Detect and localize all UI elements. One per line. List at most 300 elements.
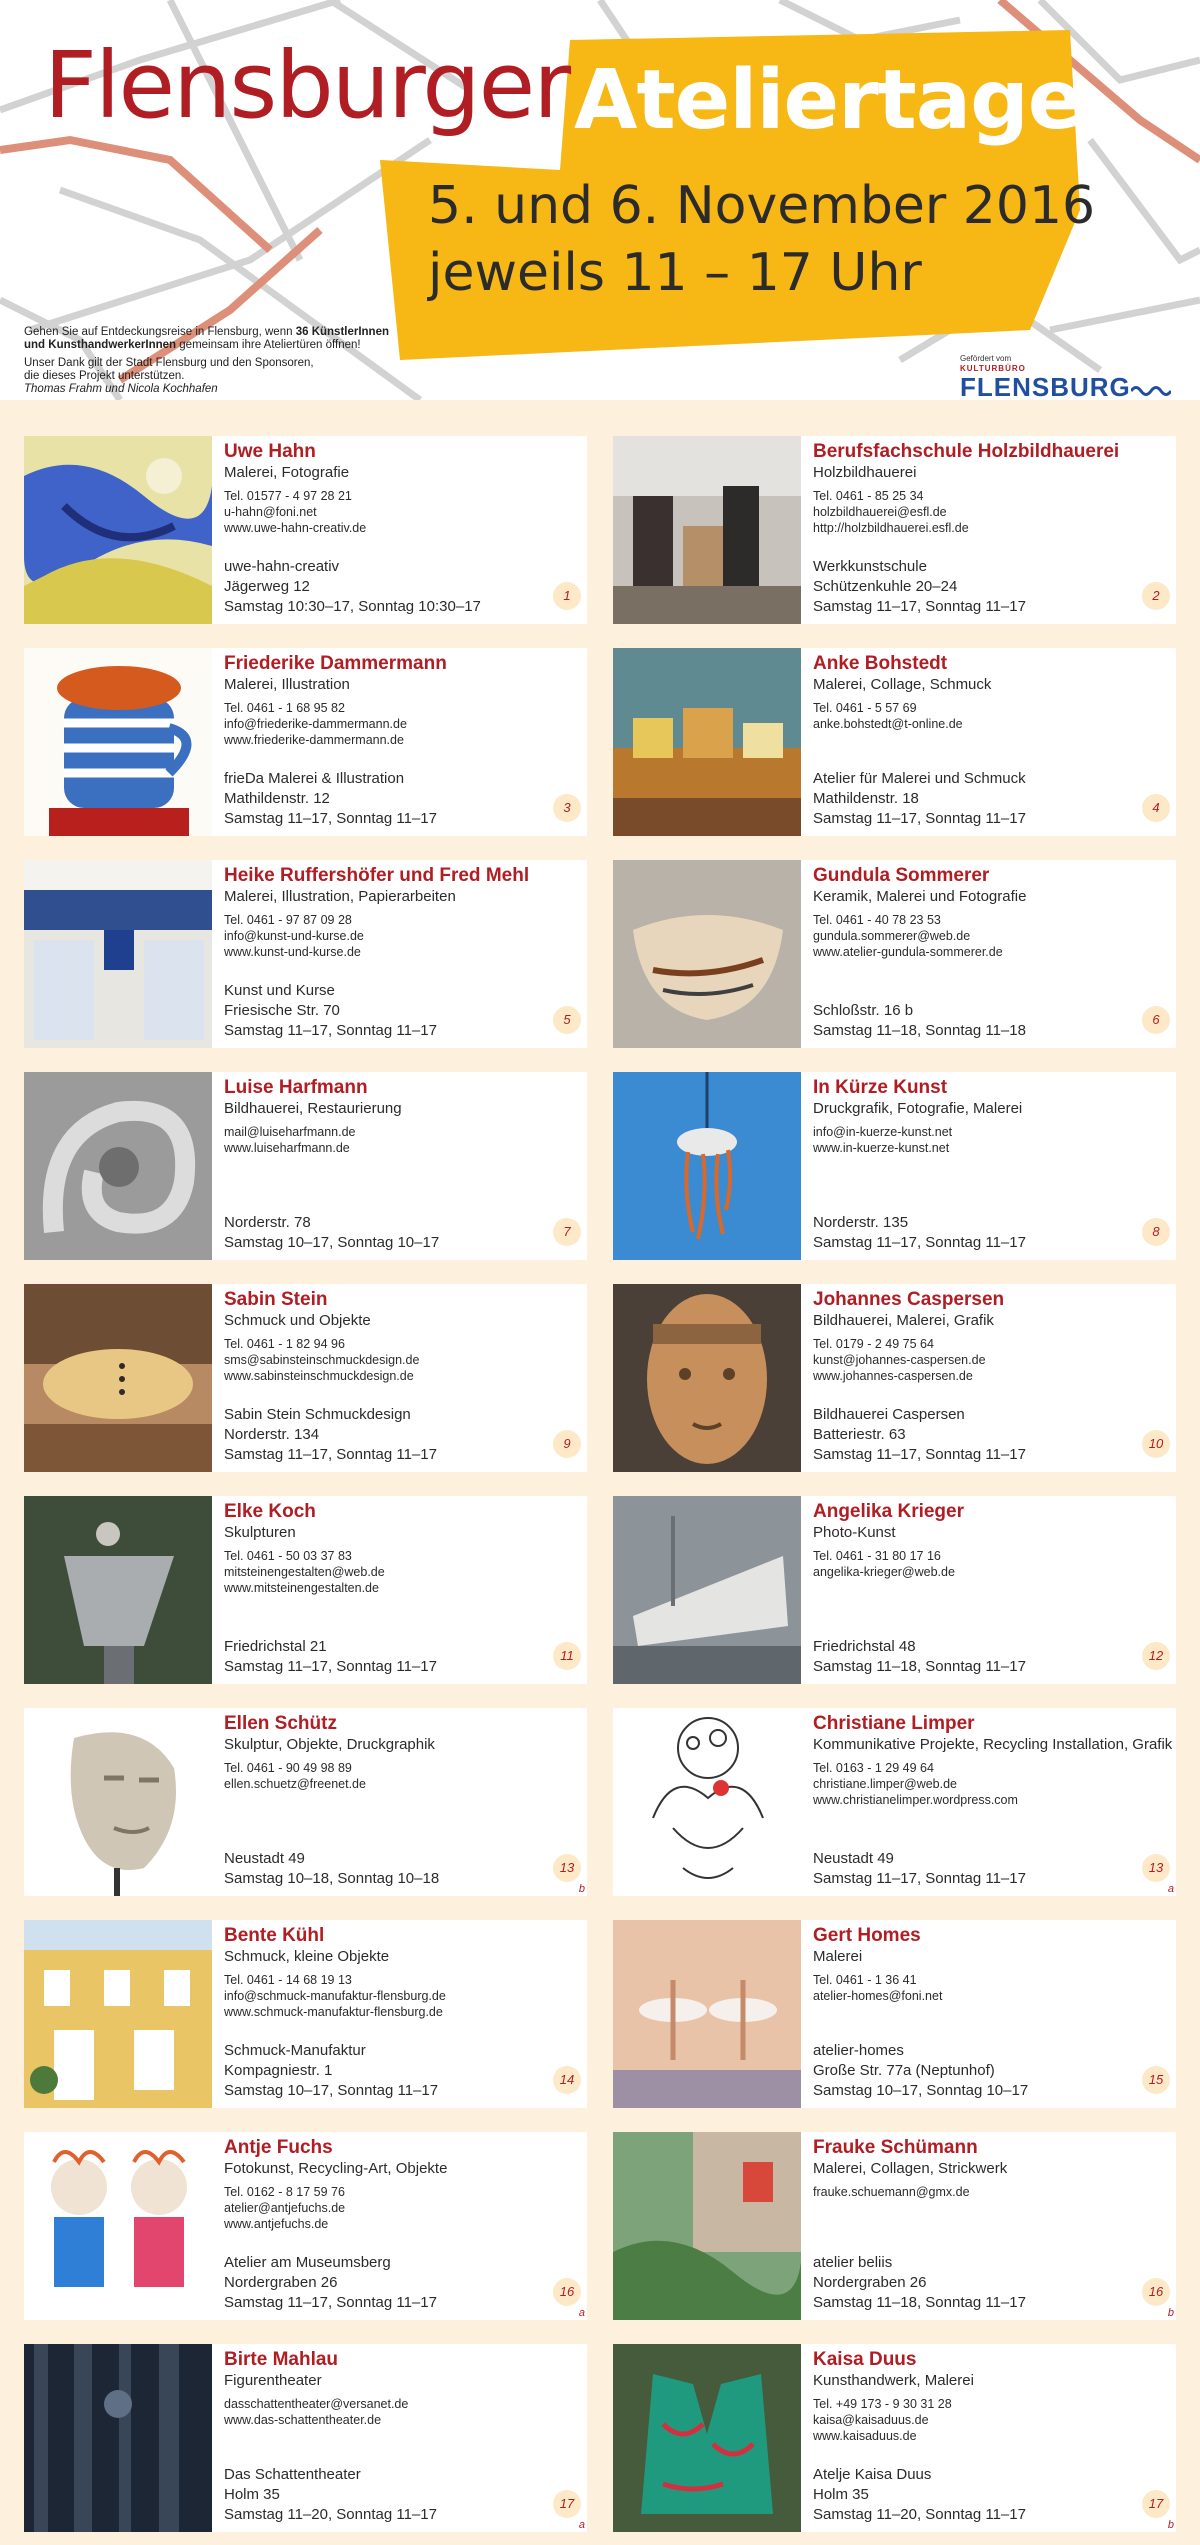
location-number-badge	[1142, 582, 1170, 610]
email-link[interactable]: mail@luiseharfmann.de	[224, 1125, 356, 1139]
address-line: frieDa Malerei & Illustration	[224, 770, 405, 787]
contact-block	[224, 1760, 584, 1792]
contact-block	[813, 2184, 1173, 2200]
studio-card	[613, 1284, 1176, 1472]
contact-block	[813, 700, 1173, 732]
title-flensburger: Flensburger	[44, 32, 570, 139]
yellow-house-image	[24, 1920, 212, 2108]
studio-info	[224, 2349, 584, 2529]
phone-number: Tel. 0461 - 97 87 09 28	[224, 913, 352, 927]
website-link[interactable]: http://holzbildhauerei.esfl.de	[813, 521, 969, 535]
studio-info	[224, 1289, 584, 1469]
hanging-jellyfish-sculpture-image	[613, 1072, 801, 1260]
studio-info	[813, 653, 1173, 833]
email-link[interactable]: atelier-homes@foni.net	[813, 1989, 943, 2003]
location-number: 14	[559, 2072, 575, 2087]
studio-photo	[24, 2344, 212, 2532]
email-link[interactable]: ellen.schuetz@freenet.de	[224, 1777, 366, 1791]
address-block	[224, 769, 437, 829]
email-link[interactable]: christiane.limper@web.de	[813, 1777, 958, 1791]
studio-card	[613, 1072, 1176, 1260]
location-number-badge	[553, 1006, 581, 1034]
contact-block	[224, 1336, 584, 1384]
address-line: uwe-hahn-creativ	[224, 558, 340, 575]
studio-photo	[24, 648, 212, 836]
artist-name: Heike Ruffershöfer und Fred Mehl	[224, 865, 530, 886]
address-line: Kunst und Kurse	[224, 982, 335, 999]
address-block	[813, 1001, 1026, 1041]
artist-name: Birte Mahlau	[224, 2349, 339, 2370]
artist-discipline: Malerei	[813, 1948, 863, 1965]
email-link[interactable]: frauke.schuemann@gmx.de	[813, 2185, 970, 2199]
artist-name: In Kürze Kunst	[813, 1077, 948, 1098]
phone-number: Tel. 0461 - 50 03 37 83	[224, 1549, 352, 1563]
event-time: jeweils 11 – 17 Uhr	[428, 243, 922, 303]
address-block	[813, 2465, 1026, 2525]
address-line: Werkkunstschule	[813, 558, 927, 575]
abstract-painting-blue-yellow-image	[24, 436, 212, 624]
location-number: 13	[1148, 1860, 1164, 1875]
studio-info	[813, 2137, 1173, 2317]
location-number-badge	[1142, 2066, 1170, 2094]
contact-block	[813, 1760, 1173, 1808]
artist-discipline: Malerei, Fotografie	[224, 464, 350, 481]
intro-text-1d: gemeinsam ihre Ateliertüren öffnen!	[176, 339, 361, 351]
phone-number: Tel. 0461 - 40 78 23 53	[813, 913, 941, 927]
studio-info	[224, 2137, 584, 2317]
email-link[interactable]: angelika-krieger@web.de	[813, 1565, 955, 1579]
studio-photo	[24, 2132, 212, 2320]
opening-hours: Samstag 11–17, Sonntag 11–17	[813, 810, 1026, 827]
address-line: Kompagniestr. 1	[224, 2062, 333, 2079]
studio-info	[813, 2349, 1173, 2529]
green-collage-image	[613, 2132, 801, 2320]
phone-number: Tel. 0461 - 14 68 19 13	[224, 1973, 352, 1987]
address-line: Große Str. 77a (Neptunhof)	[813, 2062, 995, 2079]
website-link[interactable]: www.kaisaduus.de	[813, 2429, 917, 2443]
studio-info	[224, 441, 584, 621]
address-line: Norderstr. 135	[813, 1214, 909, 1231]
studio-photo	[613, 1072, 801, 1260]
website-link[interactable]: www.friederike-dammermann.de	[224, 733, 404, 747]
village-painting-image	[613, 648, 801, 836]
sponsor-note: Gefördert vom	[960, 354, 1012, 363]
contact-block	[813, 488, 1173, 536]
studio-card	[613, 436, 1176, 624]
studio-info	[224, 653, 584, 833]
studio-card	[613, 2344, 1176, 2532]
opening-hours: Samstag 10–18, Sonntag 10–18	[224, 1870, 440, 1887]
location-number-badge	[553, 1218, 581, 1246]
studio-photo	[24, 1072, 212, 1260]
location-number-badge	[553, 1854, 585, 1895]
stone-ornament-image	[24, 1072, 212, 1260]
artist-discipline: Fotokunst, Recycling-Art, Objekte	[224, 2160, 448, 2177]
contact-block	[224, 912, 584, 960]
striped-cups-illustration-image	[24, 648, 212, 836]
email-link[interactable]: dasschattentheater@versanet.de	[224, 2397, 409, 2411]
location-number: 16	[559, 2284, 575, 2299]
opening-hours: Samstag 11–17, Sonntag 11–17	[224, 2294, 437, 2311]
location-number: 7	[563, 1224, 571, 1239]
artist-discipline: Malerei, Illustration, Papierarbeiten	[224, 888, 456, 905]
website-link[interactable]: www.atelier-gundula-sommerer.de	[813, 945, 1003, 959]
intro-signature: Thomas Frahm und Nicola Kochhafen	[24, 383, 218, 395]
studio-card	[24, 2344, 587, 2532]
address-block	[813, 1637, 1026, 1677]
artist-name: Johannes Caspersen	[813, 1289, 1005, 1310]
opening-hours: Samstag 11–18, Sonntag 11–18	[813, 1022, 1026, 1039]
intro-text-1a: Gehen Sie auf Entdeckungsreise in Flensburg, wenn	[24, 326, 296, 338]
opening-hours: Samstag 10–17, Sonntag 10–17	[813, 2082, 1029, 2099]
studio-card	[613, 2132, 1176, 2320]
opening-hours: Samstag 11–18, Sonntag 11–17	[813, 2294, 1026, 2311]
location-number: 2	[1152, 588, 1160, 603]
address-block	[813, 1213, 1026, 1253]
artist-discipline: Photo-Kunst	[813, 1524, 896, 1541]
address-block	[224, 557, 481, 617]
address-line: Schützenkuhle 20–24	[813, 578, 958, 595]
address-line: Nordergraben 26	[224, 2274, 338, 2291]
location-number-badge	[1142, 1642, 1170, 1670]
address-line: Atelier für Malerei und Schmuck	[813, 770, 1026, 787]
address-line: Atelier am Museumsberg	[224, 2254, 391, 2271]
line-drawing-faces-image	[613, 1708, 801, 1896]
address-block	[224, 1213, 439, 1253]
location-number: 1	[563, 588, 571, 603]
studio-info	[813, 865, 1173, 1045]
location-number-badge	[1142, 1218, 1170, 1246]
artist-name: Ellen Schütz	[224, 1713, 337, 1734]
studio-card	[24, 860, 587, 1048]
studio-photo	[613, 648, 801, 836]
artist-name: Bente Kühl	[224, 1925, 325, 1946]
studio-info	[224, 1501, 584, 1681]
location-suffix: a	[1167, 1883, 1174, 1895]
location-number: 6	[1152, 1012, 1160, 1027]
artist-name: Angelika Krieger	[813, 1501, 964, 1522]
location-suffix: a	[578, 2307, 585, 2319]
address-line: Mathildenstr. 12	[224, 790, 330, 807]
address-block	[224, 981, 437, 1041]
location-number-badge	[1142, 794, 1170, 822]
location-number: 15	[1148, 2072, 1164, 2087]
studio-photo	[24, 1708, 212, 1896]
opening-hours: Samstag 11–17, Sonntag 11–17	[813, 1870, 1026, 1887]
location-suffix: a	[578, 2519, 585, 2531]
studio-photo	[24, 436, 212, 624]
address-line: Mathildenstr. 18	[813, 790, 919, 807]
location-number: 17	[1148, 2496, 1164, 2511]
sponsor-kulturbuero: KULTURBÜRO	[960, 364, 1026, 373]
location-suffix: b	[1167, 2307, 1174, 2319]
location-number-badge	[1142, 1006, 1170, 1034]
email-link[interactable]: atelier@antjefuchs.de	[224, 2201, 346, 2215]
studio-info	[224, 1925, 584, 2105]
artist-name: Friederike Dammermann	[224, 653, 447, 674]
address-line: Holm 35	[224, 2486, 280, 2503]
studio-photo	[613, 436, 801, 624]
location-number-badge	[1142, 1430, 1170, 1458]
location-number-badge	[1142, 2278, 1174, 2319]
email-link[interactable]: info@schmuck-manufaktur-flensburg.de	[224, 1989, 446, 2003]
location-number: 17	[559, 2496, 575, 2511]
intro-text	[24, 326, 424, 400]
artist-discipline: Malerei, Collagen, Strickwerk	[813, 2160, 1008, 2177]
website-link[interactable]: www.luiseharfmann.de	[224, 1141, 350, 1155]
studio-card	[24, 436, 587, 624]
address-block	[224, 2041, 438, 2101]
location-number-badge	[553, 1642, 581, 1670]
address-block	[813, 1849, 1026, 1889]
opening-hours: Samstag 11–17, Sonntag 11–17	[224, 1446, 437, 1463]
artist-discipline: Bildhauerei, Malerei, Grafik	[813, 1312, 994, 1329]
contact-block	[813, 1972, 1173, 2004]
email-link[interactable]: kaisa@kaisaduus.de	[813, 2413, 929, 2427]
studio-card	[24, 648, 587, 836]
address-line: Friedrichstal 48	[813, 1638, 916, 1655]
location-number: 11	[560, 1648, 574, 1663]
location-number-badge	[553, 2066, 581, 2094]
contact-block	[813, 1124, 1173, 1156]
opening-hours: Samstag 10–17, Sonntag 10–17	[224, 1234, 440, 1251]
studio-photo	[613, 1920, 801, 2108]
website-link[interactable]: www.das-schattentheater.de	[224, 2413, 382, 2427]
location-number-badge	[1142, 1854, 1174, 1895]
contact-block	[224, 2396, 584, 2428]
address-block	[224, 1637, 437, 1677]
opening-hours: Samstag 11–17, Sonntag 11–17	[224, 810, 437, 827]
recycled-dolls-image	[24, 2132, 212, 2320]
website-link[interactable]: www.antjefuchs.de	[224, 2217, 329, 2231]
email-link[interactable]: info@kunst-und-kurse.de	[224, 929, 364, 943]
artist-discipline: Schmuck, kleine Objekte	[224, 1948, 390, 1965]
email-link[interactable]: kunst@johannes-caspersen.de	[813, 1353, 986, 1367]
email-link[interactable]: anke.bohstedt@t-online.de	[813, 717, 963, 731]
location-number: 3	[563, 800, 571, 815]
contact-block	[813, 912, 1173, 960]
location-number-badge	[553, 2490, 585, 2531]
ballet-dancers-painting-image	[613, 1920, 801, 2108]
artist-name: Berufsfachschule Holzbildhauerei	[813, 441, 1120, 462]
email-link[interactable]: mitsteinengestalten@web.de	[224, 1565, 385, 1579]
contact-block	[813, 2396, 1173, 2444]
sponsor-flensburg-text: FLENSBURG	[960, 372, 1131, 400]
studio-card	[613, 1708, 1176, 1896]
location-number: 12	[1148, 1648, 1164, 1663]
location-number: 16	[1148, 2284, 1164, 2299]
phone-number: Tel. +49 173 - 9 30 31 28	[813, 2397, 952, 2411]
contact-block	[224, 1548, 584, 1596]
studio-card	[24, 1072, 587, 1260]
phone-number: Tel. 0461 - 1 68 95 82	[224, 701, 345, 715]
stone-sculpture-outdoor-image	[24, 1496, 212, 1684]
studio-info	[813, 1289, 1173, 1469]
artist-discipline: Malerei, Collage, Schmuck	[813, 676, 992, 693]
studio-photo	[24, 860, 212, 1048]
website-link[interactable]: www.kunst-und-kurse.de	[224, 945, 361, 959]
address-line: Sabin Stein Schmuckdesign	[224, 1406, 411, 1423]
address-line: Schloßstr. 16 b	[813, 1002, 914, 1019]
address-line: Bildhauerei Caspersen	[813, 1406, 965, 1423]
location-number-badge	[553, 582, 581, 610]
address-line: Batteriestr. 63	[813, 1426, 906, 1443]
studio-card	[24, 1284, 587, 1472]
email-link[interactable]: info@friederike-dammermann.de	[224, 717, 407, 731]
artist-name: Anke Bohstedt	[813, 653, 948, 674]
intro-thanks-2: die dieses Projekt unterstützen.	[24, 370, 185, 382]
artist-discipline: Skulptur, Objekte, Druckgraphik	[224, 1736, 435, 1753]
artist-discipline: Schmuck und Objekte	[224, 1312, 371, 1329]
studio-card	[613, 860, 1176, 1048]
studio-photo	[613, 1284, 801, 1472]
studio-card	[24, 1496, 587, 1684]
address-block	[813, 2041, 1028, 2101]
opening-hours: Samstag 11–17, Sonntag 11–17	[813, 598, 1026, 615]
contact-block	[813, 1336, 1173, 1384]
opening-hours: Samstag 11–18, Sonntag 11–17	[813, 1658, 1026, 1675]
contact-block	[224, 1972, 584, 2020]
opening-hours: Samstag 11–17, Sonntag 11–17	[813, 1234, 1026, 1251]
intro-text-1b: 36 KünstlerInnen	[295, 326, 390, 338]
studio-info	[813, 1501, 1173, 1681]
website-link[interactable]: www.johannes-caspersen.de	[813, 1369, 973, 1383]
phone-number: Tel. 0162 - 8 17 59 76	[224, 2185, 345, 2199]
email-link[interactable]: sms@sabinsteinschmuckdesign.de	[224, 1353, 420, 1367]
website-link[interactable]: www.schmuck-manufaktur-flensburg.de	[224, 2005, 443, 2019]
sponsor-logo	[960, 354, 1180, 400]
green-felt-vest-image	[613, 2344, 801, 2532]
location-number-badge	[553, 1430, 581, 1458]
event-date: 5. und 6. November 2016	[428, 176, 1096, 236]
website-link[interactable]: www.sabinsteinschmuckdesign.de	[224, 1369, 414, 1383]
artist-name: Sabin Stein	[224, 1289, 328, 1310]
ship-reflection-image	[613, 1496, 801, 1684]
artist-name: Elke Koch	[224, 1501, 316, 1522]
phone-number: Tel. 0461 - 1 36 41	[813, 1973, 917, 1987]
phone-number: Tel. 0461 - 31 80 17 16	[813, 1549, 941, 1563]
address-line: atelier beliis	[813, 2254, 893, 2271]
website-link[interactable]: www.in-kuerze-kunst.net	[813, 1141, 950, 1155]
address-line: Norderstr. 78	[224, 1214, 311, 1231]
contact-block	[224, 700, 584, 748]
studio-photo	[613, 1496, 801, 1684]
studio-info	[813, 1077, 1173, 1257]
address-line: Neustadt 49	[813, 1850, 894, 1867]
contact-block	[224, 1124, 584, 1156]
phone-number: Tel. 0461 - 90 49 98 89	[224, 1761, 352, 1775]
location-number: 13	[559, 1860, 575, 1875]
wood-carving-workshop-image	[613, 436, 801, 624]
website-link[interactable]: www.uwe-hahn-creativ.de	[224, 521, 367, 535]
location-number: 5	[563, 1012, 571, 1027]
location-suffix: b	[578, 1883, 585, 1895]
stone-face-sculpture-image	[24, 1708, 212, 1896]
location-number: 9	[563, 1436, 571, 1451]
wave-icon	[1131, 382, 1171, 396]
address-block	[224, 1405, 437, 1465]
studio-photo	[613, 1708, 801, 1896]
artist-discipline: Keramik, Malerei und Fotografie	[813, 888, 1027, 905]
artist-discipline: Malerei, Illustration	[224, 676, 350, 693]
phone-number: Tel. 0461 - 5 57 69	[813, 701, 917, 715]
address-line: atelier-homes	[813, 2042, 904, 2059]
shopfront-kunst-und-kurse-image	[24, 860, 212, 1048]
address-block	[813, 769, 1026, 829]
shell-object-image	[24, 1284, 212, 1472]
artist-discipline: Kommunikative Projekte, Recycling Installation, Grafik	[813, 1736, 1173, 1753]
address-line: Friedrichstal 21	[224, 1638, 327, 1655]
studio-card	[613, 1920, 1176, 2108]
studio-info	[224, 1713, 584, 1893]
studio-card	[613, 1496, 1176, 1684]
opening-hours: Samstag 11–17, Sonntag 11–17	[224, 1022, 437, 1039]
studio-card	[613, 648, 1176, 836]
address-line: Nordergraben 26	[813, 2274, 927, 2291]
email-link[interactable]: gundula.sommerer@web.de	[813, 929, 971, 943]
email-link[interactable]: u-hahn@foni.net	[224, 505, 317, 519]
address-line: Holm 35	[813, 2486, 869, 2503]
artist-discipline: Kunsthandwerk, Malerei	[813, 2372, 974, 2389]
ceramic-bowl-image	[613, 860, 801, 1048]
studio-info	[224, 865, 584, 1045]
studio-info	[224, 1077, 584, 1257]
studio-photo	[24, 1284, 212, 1472]
address-block	[813, 1405, 1026, 1465]
artist-discipline: Bildhauerei, Restaurierung	[224, 1100, 402, 1117]
location-suffix: b	[1167, 2519, 1174, 2531]
opening-hours: Samstag 11–17, Sonntag 11–17	[813, 1446, 1026, 1463]
address-line: Neustadt 49	[224, 1850, 305, 1867]
artist-discipline: Skulpturen	[224, 1524, 296, 1541]
phone-number: Tel. 0461 - 1 82 94 96	[224, 1337, 345, 1351]
poster-header	[0, 0, 1200, 400]
address-block	[224, 1849, 439, 1889]
artist-name: Gert Homes	[813, 1925, 921, 1946]
studio-info	[813, 1925, 1173, 2105]
contact-block	[224, 488, 584, 536]
address-block	[224, 2253, 437, 2313]
location-number: 8	[1152, 1224, 1160, 1239]
website-link[interactable]: www.mitsteinengestalten.de	[224, 1581, 379, 1595]
studio-info	[813, 441, 1173, 621]
website-link[interactable]: www.christianelimper.wordpress.com	[813, 1793, 1018, 1807]
opening-hours: Samstag 10–17, Sonntag 11–17	[224, 2082, 439, 2099]
location-number-badge	[553, 794, 581, 822]
carved-wooden-head-image	[613, 1284, 801, 1472]
phone-number: Tel. 0461 - 85 25 34	[813, 489, 924, 503]
intro-text-1c: und KunsthandwerkerInnen	[24, 339, 177, 351]
artist-name: Luise Harfmann	[224, 1077, 368, 1098]
email-link[interactable]: holzbildhauerei@esfl.de	[813, 505, 947, 519]
address-block	[813, 557, 1026, 617]
contact-block	[813, 1548, 1173, 1580]
sponsor-flensburg	[960, 373, 1180, 400]
email-link[interactable]: info@in-kuerze-kunst.net	[813, 1125, 953, 1139]
studio-photo	[613, 2132, 801, 2320]
address-line: Atelje Kaisa Duus	[813, 2466, 932, 2483]
address-line: Schmuck-Manufaktur	[224, 2042, 366, 2059]
address-block	[813, 2253, 1026, 2313]
artist-name: Gundula Sommerer	[813, 865, 990, 886]
artist-name: Kaisa Duus	[813, 2349, 917, 2370]
artist-discipline: Holzbildhauerei	[813, 464, 917, 481]
phone-number: Tel. 0163 - 1 29 49 64	[813, 1761, 934, 1775]
artist-name: Frauke Schümann	[813, 2137, 978, 2158]
location-number-badge	[1142, 2490, 1174, 2531]
opening-hours: Samstag 10:30–17, Sonntag 10:30–17	[224, 598, 481, 615]
location-number: 10	[1148, 1436, 1164, 1451]
